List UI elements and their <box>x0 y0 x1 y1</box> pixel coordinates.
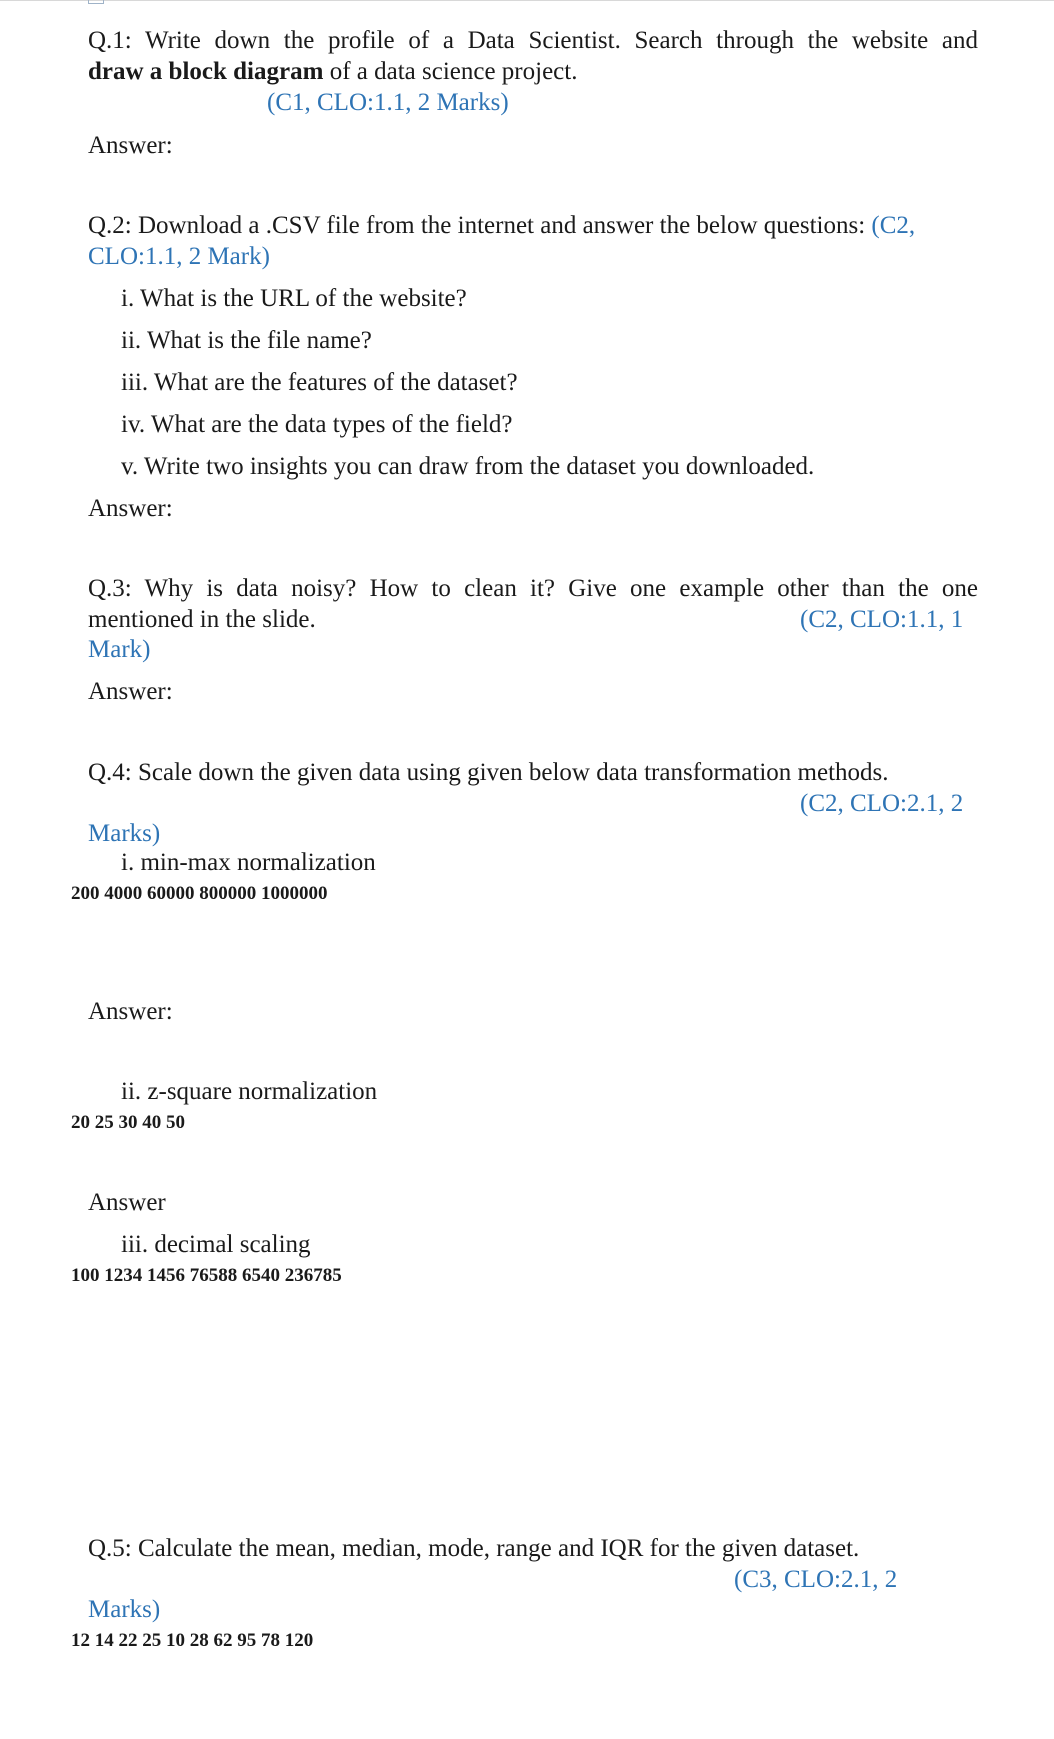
q1-bold-phrase: draw a block diagram <box>88 58 324 85</box>
q4-data-zscore: 20 25 30 40 50 <box>71 1112 185 1133</box>
q2-marks-a: (C2, <box>871 212 916 239</box>
q4-marks-b: Marks) <box>88 820 161 847</box>
q4-sub-minmax: i. min-max normalization <box>121 849 376 876</box>
q4-sub-decimal: iii. decimal scaling <box>121 1231 311 1258</box>
q4-answer-2: Answer <box>88 1189 166 1216</box>
q2-line1 <box>88 211 915 241</box>
q3-answer-label: Answer: <box>88 678 173 705</box>
q1-line1: Q.1: Write down the profile of a Data Scientist. Search through the website and <box>88 27 978 54</box>
q1-marks: (C1, CLO:1.1, 2 Marks) <box>267 89 509 116</box>
q1-line2 <box>88 57 577 87</box>
q3-marks-b: Mark) <box>88 636 151 663</box>
q2-item-1: i. What is the URL of the website? <box>121 285 467 312</box>
q2-item-4: iv. What are the data types of the field? <box>121 411 513 438</box>
q5-line1: Q.5: Calculate the mean, median, mode, range and IQR for the given dataset. <box>88 1535 860 1562</box>
q4-data-decimal: 100 1234 1456 76588 6540 236785 <box>71 1265 342 1286</box>
header-marker <box>88 0 104 4</box>
q1-answer-label: Answer: <box>88 132 173 159</box>
q4-sub-zscore: ii. z-square normalization <box>121 1078 378 1105</box>
top-border <box>0 0 1054 5</box>
q4-answer-1: Answer: <box>88 998 173 1025</box>
q2-marks-b: CLO:1.1, 2 Mark) <box>88 243 270 270</box>
q5-marks-b: Marks) <box>88 1596 161 1623</box>
q2-item-2: ii. What is the file name? <box>121 327 372 354</box>
q4-data-minmax: 200 4000 60000 800000 1000000 <box>71 883 328 904</box>
q2-item-3: iii. What are the features of the dataset? <box>121 369 518 396</box>
q3-line2: mentioned in the slide. <box>88 606 316 633</box>
q2-text: Q.2: Download a .CSV file from the internet and answer the below questions: <box>88 212 866 239</box>
q3-marks-a: (C2, CLO:1.1, 1 <box>800 606 964 633</box>
q3-line1: Q.3: Why is data noisy? How to clean it? Give one example other than the one <box>88 575 978 602</box>
q1-line2-rest: of a data science project. <box>323 58 578 85</box>
q5-marks-a: (C3, CLO:2.1, 2 <box>734 1566 898 1593</box>
q5-data: 12 14 22 25 10 28 62 95 78 120 <box>71 1630 314 1651</box>
q4-line1: Q.4: Scale down the given data using given below data transformation methods. <box>88 759 889 786</box>
q4-marks-a: (C2, CLO:2.1, 2 <box>800 790 964 817</box>
q2-answer-label: Answer: <box>88 495 173 522</box>
q2-item-5: v. Write two insights you can draw from the dataset you downloaded. <box>121 453 815 480</box>
